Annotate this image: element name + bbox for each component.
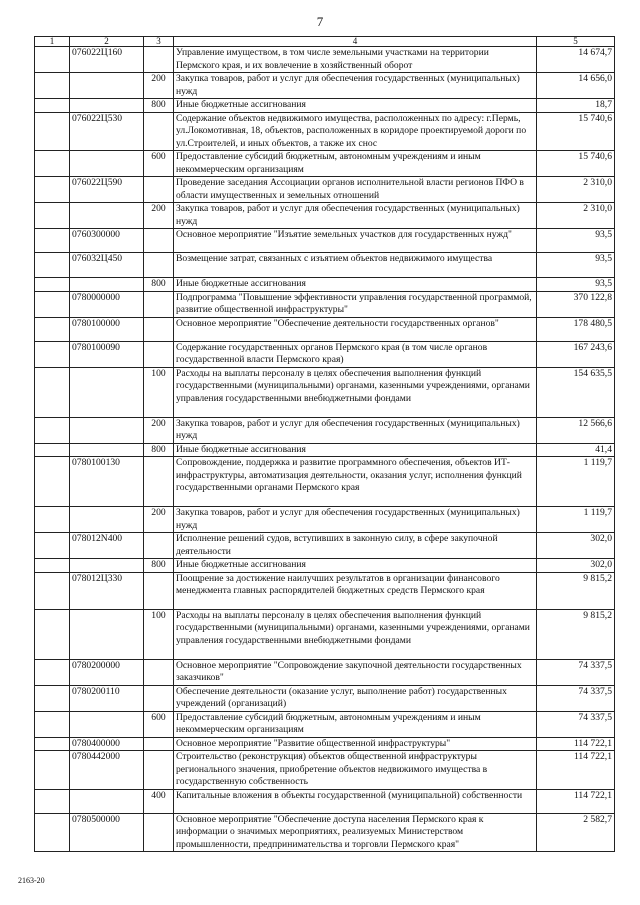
target-code-cell: 0780200000 (70, 659, 144, 685)
amount-cell: 114 722,1 (537, 789, 615, 813)
expense-type-cell: 800 (144, 278, 174, 292)
item-name-cell: Обеспечение деятельности (оказание услуг, выполнение работ) государственных учреждений (организаций) (174, 685, 537, 711)
target-code-cell: 076032Ц450 (70, 253, 144, 278)
row-number-cell (35, 711, 70, 737)
expense-type-cell: 100 (144, 367, 174, 417)
amount-cell: 93,5 (537, 229, 615, 253)
amount-cell: 74 337,5 (537, 711, 615, 737)
table-row (35, 203, 615, 229)
amount-cell: 15 740,6 (537, 151, 615, 177)
row-number-cell (35, 507, 70, 533)
amount-cell: 12 566,6 (537, 417, 615, 443)
item-name-cell: Исполнение решений судов, вступивших в законную силу, в сфере закупочной деятельности (174, 533, 537, 559)
target-code-cell (70, 151, 144, 177)
item-name-cell: Расходы на выплаты персоналу в целях обеспечения выполнения функций государственными (муниципальными) органами, казенными учреждениями, органами управления государственными внебюджетными фондами (174, 367, 537, 417)
target-code-cell (70, 789, 144, 813)
target-code-cell: 0780000000 (70, 291, 144, 317)
item-name-cell: Иные бюджетные ассигнования (174, 99, 537, 113)
row-number-cell (35, 341, 70, 367)
table-row (35, 711, 615, 737)
item-name-cell: Содержание государственных органов Пермского края (в том числе органов государственной власти Пермского края) (174, 341, 537, 367)
row-number-cell (35, 789, 70, 813)
table-row (35, 507, 615, 533)
column-number: 3 (144, 37, 174, 47)
column-number: 5 (537, 37, 615, 47)
row-number-cell (35, 533, 70, 559)
amount-cell: 114 722,1 (537, 751, 615, 790)
item-name-cell: Основное мероприятие "Обеспечение доступа населения Пермского края к информации о значимых мероприятиях, реализуемых Министерством промышленности, предпринимательства и торговли Пермского края" (174, 813, 537, 852)
expense-type-cell (144, 112, 174, 151)
item-name-cell: Предоставление субсидий бюджетным, автономным учреждениям и иным некоммерческим организациям (174, 151, 537, 177)
target-code-cell (70, 99, 144, 113)
expense-type-cell: 800 (144, 443, 174, 457)
column-number-row (35, 37, 615, 47)
row-number-cell (35, 278, 70, 292)
item-name-cell: Закупка товаров, работ и услуг для обеспечения государственных (муниципальных) нужд (174, 73, 537, 99)
item-name-cell: Сопровождение, поддержка и развитие программного обеспечения, объектов ИТ-инфраструктуры, автоматизация деятельности, оказания услуг, исполнения функций государственными органами Пермского края (174, 457, 537, 507)
item-name-cell: Основное мероприятие "Изъятие земельных участков для государственных нужд" (174, 229, 537, 253)
table-row (35, 177, 615, 203)
row-number-cell (35, 443, 70, 457)
target-code-cell: 078012Ц330 (70, 572, 144, 609)
expense-type-cell: 800 (144, 99, 174, 113)
table-row (35, 443, 615, 457)
item-name-cell: Основное мероприятие "Сопровождение закупочной деятельности государственных заказчиков" (174, 659, 537, 685)
item-name-cell: Иные бюджетные ассигнования (174, 559, 537, 573)
target-code-cell (70, 278, 144, 292)
expense-type-cell: 200 (144, 73, 174, 99)
amount-cell: 9 815,2 (537, 609, 615, 659)
table-row (35, 112, 615, 151)
row-number-cell (35, 177, 70, 203)
item-name-cell: Поощрение за достижение наилучших результатов в организации финансового менеджмента главных распорядителей бюджетных средств Пермского края (174, 572, 537, 609)
amount-cell: 302,0 (537, 559, 615, 573)
expense-type-cell (144, 291, 174, 317)
table-row (35, 278, 615, 292)
amount-cell: 14 656,0 (537, 73, 615, 99)
budget-table (34, 36, 615, 852)
item-name-cell: Возмещение затрат, связанных с изъятием объектов недвижимого имущества (174, 253, 537, 278)
item-name-cell: Подпрограмма "Повышение эффективности управления государственной программой, развитие общественной инфраструктуры" (174, 291, 537, 317)
row-number-cell (35, 559, 70, 573)
amount-cell: 1 119,7 (537, 507, 615, 533)
item-name-cell: Закупка товаров, работ и услуг для обеспечения государственных (муниципальных) нужд (174, 507, 537, 533)
table-row (35, 229, 615, 253)
row-number-cell (35, 367, 70, 417)
expense-type-cell: 100 (144, 609, 174, 659)
table-row (35, 737, 615, 751)
row-number-cell (35, 751, 70, 790)
target-code-cell (70, 711, 144, 737)
amount-cell: 302,0 (537, 533, 615, 559)
target-code-cell: 076022Ц530 (70, 112, 144, 151)
expense-type-cell (144, 751, 174, 790)
row-number-cell (35, 813, 70, 852)
expense-type-cell (144, 317, 174, 341)
row-number-cell (35, 659, 70, 685)
row-number-cell (35, 112, 70, 151)
target-code-cell (70, 507, 144, 533)
row-number-cell (35, 253, 70, 278)
row-number-cell (35, 151, 70, 177)
row-number-cell (35, 457, 70, 507)
amount-cell: 41,4 (537, 443, 615, 457)
row-number-cell (35, 73, 70, 99)
amount-cell: 18,7 (537, 99, 615, 113)
table-row (35, 73, 615, 99)
item-name-cell: Проведение заседания Ассоциации органов исполнительной власти регионов ПФО в области имущественных и земельных отношений (174, 177, 537, 203)
footer-code: 2163-20 (18, 876, 45, 885)
table-row (35, 99, 615, 113)
table-row (35, 813, 615, 852)
table-row (35, 367, 615, 417)
target-code-cell (70, 367, 144, 417)
item-name-cell: Предоставление субсидий бюджетным, автономным учреждениям и иным некоммерческим организациям (174, 711, 537, 737)
item-name-cell: Основное мероприятие "Развитие общественной инфраструктуры" (174, 737, 537, 751)
table-row (35, 685, 615, 711)
target-code-cell: 0780200110 (70, 685, 144, 711)
item-name-cell: Основное мероприятие "Обеспечение деятельности государственных органов" (174, 317, 537, 341)
expense-type-cell (144, 177, 174, 203)
column-number: 1 (35, 37, 70, 47)
amount-cell: 2 310,0 (537, 203, 615, 229)
target-code-cell (70, 203, 144, 229)
target-code-cell (70, 417, 144, 443)
table-row (35, 457, 615, 507)
row-number-cell (35, 417, 70, 443)
amount-cell: 93,5 (537, 253, 615, 278)
row-number-cell (35, 229, 70, 253)
expense-type-cell (144, 47, 174, 73)
row-number-cell (35, 317, 70, 341)
item-name-cell: Капитальные вложения в объекты государственной (муниципальной) собственности (174, 789, 537, 813)
item-name-cell: Расходы на выплаты персоналу в целях обеспечения выполнения функций государственными (муниципальными) органами, казенными учреждениями, органами управления государственными внебюджетными фондами (174, 609, 537, 659)
table-row (35, 533, 615, 559)
item-name-cell: Содержание объектов недвижимого имущества, расположенных по адресу: г.Пермь, ул.Локомотивная, 18, объектов, расположенных в коридоре проектируемой дороги по ул.Строителей, и иных объектов, а также их снос (174, 112, 537, 151)
expense-type-cell: 200 (144, 417, 174, 443)
amount-cell: 15 740,6 (537, 112, 615, 151)
expense-type-cell: 200 (144, 507, 174, 533)
column-number: 4 (174, 37, 537, 47)
page-number: 7 (316, 14, 324, 29)
table-row (35, 609, 615, 659)
amount-cell: 154 635,5 (537, 367, 615, 417)
target-code-cell: 0780400000 (70, 737, 144, 751)
table-row (35, 253, 615, 278)
target-code-cell (70, 73, 144, 99)
target-code-cell (70, 609, 144, 659)
table-row (35, 751, 615, 790)
expense-type-cell (144, 457, 174, 507)
table-row (35, 659, 615, 685)
target-code-cell: 078012N400 (70, 533, 144, 559)
amount-cell: 14 674,7 (537, 47, 615, 73)
table-row (35, 317, 615, 341)
target-code-cell: 0780500000 (70, 813, 144, 852)
amount-cell: 370 122,8 (537, 291, 615, 317)
expense-type-cell: 200 (144, 203, 174, 229)
table-row (35, 341, 615, 367)
table-row (35, 789, 615, 813)
table-row (35, 559, 615, 573)
amount-cell: 2 310,0 (537, 177, 615, 203)
amount-cell: 167 243,6 (537, 341, 615, 367)
amount-cell: 93,5 (537, 278, 615, 292)
target-code-cell: 0780100130 (70, 457, 144, 507)
expense-type-cell (144, 229, 174, 253)
row-number-cell (35, 99, 70, 113)
target-code-cell: 0780100000 (70, 317, 144, 341)
amount-cell: 114 722,1 (537, 737, 615, 751)
expense-type-cell (144, 813, 174, 852)
target-code-cell: 0760300000 (70, 229, 144, 253)
item-name-cell: Иные бюджетные ассигнования (174, 443, 537, 457)
table-row (35, 47, 615, 73)
expense-type-cell (144, 659, 174, 685)
row-number-cell (35, 609, 70, 659)
amount-cell: 74 337,5 (537, 659, 615, 685)
expense-type-cell (144, 572, 174, 609)
target-code-cell (70, 443, 144, 457)
expense-type-cell (144, 253, 174, 278)
item-name-cell: Закупка товаров, работ и услуг для обеспечения государственных (муниципальных) нужд (174, 203, 537, 229)
target-code-cell (70, 559, 144, 573)
table-row (35, 572, 615, 609)
expense-type-cell (144, 685, 174, 711)
item-name-cell: Иные бюджетные ассигнования (174, 278, 537, 292)
item-name-cell: Строительство (реконструкция) объектов общественной инфраструктуры регионального значения, приобретение объектов недвижимого имущества в государственную собственность (174, 751, 537, 790)
target-code-cell: 0780442000 (70, 751, 144, 790)
row-number-cell (35, 47, 70, 73)
table-row (35, 417, 615, 443)
expense-type-cell: 400 (144, 789, 174, 813)
item-name-cell: Закупка товаров, работ и услуг для обеспечения государственных (муниципальных) нужд (174, 417, 537, 443)
row-number-cell (35, 572, 70, 609)
column-number: 2 (70, 37, 144, 47)
amount-cell: 74 337,5 (537, 685, 615, 711)
target-code-cell: 0780100090 (70, 341, 144, 367)
amount-cell: 1 119,7 (537, 457, 615, 507)
expense-type-cell (144, 533, 174, 559)
amount-cell: 9 815,2 (537, 572, 615, 609)
expense-type-cell: 600 (144, 711, 174, 737)
target-code-cell: 076022Ц590 (70, 177, 144, 203)
row-number-cell (35, 203, 70, 229)
table-row (35, 291, 615, 317)
row-number-cell (35, 291, 70, 317)
expense-type-cell (144, 341, 174, 367)
row-number-cell (35, 685, 70, 711)
amount-cell: 178 480,5 (537, 317, 615, 341)
amount-cell: 2 582,7 (537, 813, 615, 852)
target-code-cell: 076022Ц160 (70, 47, 144, 73)
expense-type-cell: 800 (144, 559, 174, 573)
row-number-cell (35, 737, 70, 751)
item-name-cell: Управление имуществом, в том числе земельными участками на территории Пермского края, и их вовлечение в хозяйственный оборот (174, 47, 537, 73)
table-row (35, 151, 615, 177)
expense-type-cell (144, 737, 174, 751)
expense-type-cell: 600 (144, 151, 174, 177)
